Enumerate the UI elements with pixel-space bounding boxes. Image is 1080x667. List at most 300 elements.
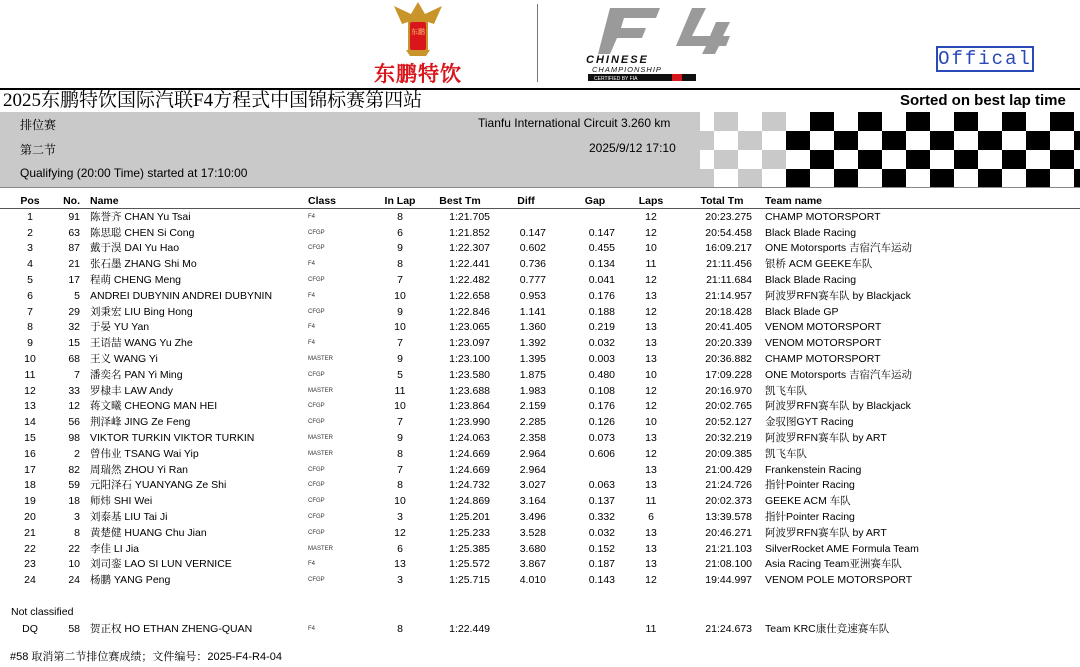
col-pos: Pos bbox=[20, 195, 40, 207]
table-row bbox=[0, 431, 1080, 447]
cell-best-time: 1:25.201 bbox=[449, 510, 490, 523]
cell-class: CFGP bbox=[308, 371, 325, 378]
title-bar bbox=[0, 88, 1080, 112]
cell-no: 63 bbox=[68, 226, 80, 239]
cell-best-time: 1:21.852 bbox=[449, 226, 490, 239]
cell-best-time: 1:22.846 bbox=[449, 305, 490, 318]
cell-name: 刘司銮 LAO SI LUN VERNICE bbox=[90, 558, 232, 571]
cell-laps: 12 bbox=[645, 226, 657, 239]
table-row bbox=[0, 305, 1080, 321]
cell-total-time: 13:39.578 bbox=[705, 510, 752, 523]
cell-diff: 0.777 bbox=[519, 273, 546, 286]
cell-gap: 0.003 bbox=[588, 352, 615, 365]
table-body bbox=[0, 210, 1080, 589]
cell-class: CFGP bbox=[308, 482, 325, 489]
cell-class: F4 bbox=[308, 324, 316, 331]
cell-team-name: VENOM POLE MOTORSPORT bbox=[765, 574, 913, 587]
cell-no: 68 bbox=[68, 352, 80, 365]
cell-pos: 20 bbox=[24, 510, 36, 523]
f4-cert-text: CERTIFIED BY FIA bbox=[594, 76, 638, 82]
cell-in-lap: 9 bbox=[397, 305, 403, 318]
flag-square bbox=[858, 150, 882, 169]
cell-diff: 0.147 bbox=[519, 226, 546, 239]
cell-total-time: 20:02.373 bbox=[705, 495, 752, 508]
cell-no: 22 bbox=[68, 542, 80, 555]
cell-name: 曾伟业 TSANG Wai Yip bbox=[90, 447, 199, 460]
checkered-flag bbox=[690, 112, 1080, 187]
cell-laps: 13 bbox=[645, 558, 657, 571]
cell-diff: 2.285 bbox=[519, 416, 546, 429]
cell-best-time: 1:22.441 bbox=[449, 258, 490, 271]
cell-no: 15 bbox=[68, 337, 80, 350]
cell-team-name: 凯飞车队 bbox=[765, 384, 807, 397]
cell-name: 张石墨 ZHANG Shi Mo bbox=[90, 258, 197, 271]
logo-divider bbox=[537, 4, 538, 82]
flag-square bbox=[714, 150, 738, 169]
cell-in-lap: 10 bbox=[394, 400, 406, 413]
cell-gap: 0.187 bbox=[588, 558, 615, 571]
cell-best-time: 1:24.669 bbox=[449, 447, 490, 460]
cell-best-time: 1:25.385 bbox=[449, 542, 490, 555]
cell-gap: 0.137 bbox=[588, 495, 615, 508]
table-row bbox=[0, 478, 1080, 494]
cell-class: CFGP bbox=[308, 308, 325, 315]
cell-name: 李佳 LI Jia bbox=[90, 542, 140, 555]
cell-name: 蒋文曦 CHEONG MAN HEI bbox=[90, 400, 218, 413]
col-name: Name bbox=[90, 195, 119, 207]
table-row bbox=[0, 384, 1080, 400]
cell-laps: 13 bbox=[645, 479, 657, 492]
cell-no: 12 bbox=[68, 400, 80, 413]
cell-name: 周瑞然 ZHOU Yi Ran bbox=[90, 463, 189, 476]
checkered-flag-icon bbox=[690, 112, 1080, 187]
cell-name: 师炜 SHI Wei bbox=[90, 495, 153, 508]
cell-pos: 14 bbox=[24, 416, 36, 429]
cell-class: CFGP bbox=[308, 529, 325, 536]
cell-laps: 11 bbox=[645, 623, 657, 635]
flag-square bbox=[930, 131, 954, 150]
session-type: 排位赛 bbox=[20, 118, 57, 132]
cell-pos: 15 bbox=[24, 431, 36, 444]
event-title: 2025东鹏特饮国际汽联F4方程式中国锦标赛第四站 bbox=[3, 90, 423, 111]
cell-best-time: 1:23.100 bbox=[449, 352, 490, 365]
cell-no: 5 bbox=[74, 289, 80, 302]
col-gap: Gap bbox=[584, 195, 606, 207]
cell-in-lap: 12 bbox=[394, 526, 406, 539]
cell-laps: 13 bbox=[645, 321, 657, 334]
cell-best-time: 1:23.065 bbox=[449, 321, 490, 334]
cell-gap: 0.143 bbox=[588, 574, 615, 587]
cell-total-time: 16:09.217 bbox=[705, 242, 752, 255]
flag-square bbox=[1002, 150, 1026, 169]
cell-team-name: 阿波罗RFN赛车队 by Blackjack bbox=[765, 289, 911, 302]
cell-pos: 1 bbox=[27, 210, 33, 223]
not-classified-row bbox=[0, 622, 1080, 638]
flag-square bbox=[1050, 112, 1074, 131]
cell-in-lap: 5 bbox=[397, 368, 403, 381]
cell-diff: 1.141 bbox=[519, 305, 546, 318]
cell-in-lap: 7 bbox=[397, 337, 403, 350]
cell-pos: 5 bbox=[27, 273, 33, 286]
cell-team-name: Black Blade Racing bbox=[765, 226, 857, 239]
session-part: 第二节 bbox=[20, 143, 57, 157]
f4-emblem-icon bbox=[580, 0, 750, 84]
cell-total-time: 20:09.385 bbox=[705, 447, 752, 460]
cell-class: CFGP bbox=[308, 229, 325, 236]
sponsor-logo bbox=[362, 0, 474, 84]
col-team-name: Team name bbox=[765, 195, 822, 207]
cell-in-lap: 8 bbox=[397, 447, 403, 460]
cell-diff: 2.159 bbox=[519, 400, 546, 413]
f4-logo bbox=[580, 0, 750, 84]
cell-in-lap: 8 bbox=[397, 210, 403, 223]
cell-total-time: 20:23.275 bbox=[705, 210, 752, 223]
cell-in-lap: 9 bbox=[397, 431, 403, 444]
cell-team-name: Frankenstein Racing bbox=[765, 463, 862, 476]
official-badge: Offical bbox=[936, 46, 1034, 72]
cell-diff: 2.964 bbox=[519, 463, 546, 476]
cell-laps: 13 bbox=[645, 352, 657, 365]
cell-total-time: 17:09.228 bbox=[705, 368, 752, 381]
cell-laps: 12 bbox=[645, 305, 657, 318]
cell-pos: 16 bbox=[24, 447, 36, 460]
cell-class: F4 bbox=[308, 292, 316, 299]
cell-total-time: 20:20.339 bbox=[705, 337, 752, 350]
table-row bbox=[0, 415, 1080, 431]
flag-square bbox=[714, 112, 738, 131]
cell-pos: 9 bbox=[27, 337, 33, 350]
cell-name: 王义 WANG Yi bbox=[90, 352, 158, 365]
table-row bbox=[0, 542, 1080, 558]
cell-diff: 3.680 bbox=[519, 542, 546, 555]
col-total-time: Total Tm bbox=[700, 195, 744, 207]
cell-no: 58 bbox=[68, 623, 80, 635]
cell-diff: 1.392 bbox=[519, 337, 546, 350]
cell-name: 刘秉宏 LIU Bing Hong bbox=[90, 305, 193, 318]
cell-laps: 13 bbox=[645, 463, 657, 476]
cell-name: 程萌 CHENG Meng bbox=[90, 273, 182, 286]
cell-gap: 0.032 bbox=[588, 337, 615, 350]
table-row bbox=[0, 257, 1080, 273]
cell-total-time: 20:52.127 bbox=[705, 416, 752, 429]
cell-in-lap: 13 bbox=[394, 558, 406, 571]
flag-square bbox=[810, 150, 834, 169]
cell-diff: 1.395 bbox=[519, 352, 546, 365]
flag-square bbox=[762, 150, 786, 169]
cell-team-name: ONE Motorsports 吉宿汽车运动 bbox=[765, 368, 913, 381]
col-best-time: Best Tm bbox=[439, 195, 481, 207]
cell-team-name: Asia Racing Team亚洲赛车队 bbox=[765, 558, 902, 571]
cell-laps: 13 bbox=[645, 542, 657, 555]
col-diff: Diff bbox=[517, 195, 535, 207]
cell-laps: 13 bbox=[645, 337, 657, 350]
cell-name: 元阳泽石 YUANYANG Ze Shi bbox=[90, 479, 227, 492]
col-class: Class bbox=[308, 195, 337, 207]
cell-no: 98 bbox=[68, 431, 80, 444]
cell-pos: 18 bbox=[24, 479, 36, 492]
cell-class: MASTER bbox=[308, 387, 334, 394]
cell-in-lap: 11 bbox=[394, 384, 406, 397]
flag-square bbox=[1026, 169, 1050, 187]
flag-square bbox=[762, 112, 786, 131]
flag-edge bbox=[690, 112, 700, 187]
cell-gap: 0.134 bbox=[588, 258, 615, 271]
cell-gap: 0.332 bbox=[588, 510, 615, 523]
cell-no: 33 bbox=[68, 384, 80, 397]
cell-no: 8 bbox=[74, 526, 80, 539]
cell-no: 7 bbox=[74, 368, 80, 381]
cell-diff: 0.736 bbox=[519, 258, 546, 271]
f4-championship-text: CHAMPIONSHIP bbox=[592, 65, 662, 74]
cell-gap: 0.176 bbox=[588, 400, 615, 413]
flag-square bbox=[978, 131, 1002, 150]
cell-pos: 17 bbox=[24, 463, 36, 476]
table-row bbox=[0, 241, 1080, 257]
not-classified-label: Not classified bbox=[11, 606, 74, 618]
cell-total-time: 21:11.684 bbox=[706, 273, 752, 286]
cell-diff: 0.602 bbox=[519, 242, 546, 255]
cell-best-time: 1:21.705 bbox=[449, 210, 490, 223]
cell-best-time: 1:22.307 bbox=[449, 242, 490, 255]
cell-best-time: 1:25.233 bbox=[449, 526, 490, 539]
cell-laps: 6 bbox=[648, 510, 654, 523]
table-row bbox=[0, 510, 1080, 526]
cell-total-time: 21:24.726 bbox=[705, 479, 752, 492]
col-in-lap: In Lap bbox=[384, 195, 416, 207]
cell-diff: 2.964 bbox=[519, 447, 546, 460]
sort-label: Sorted on best lap time bbox=[900, 92, 1066, 109]
can-text: 东鹏 bbox=[411, 28, 425, 36]
cell-no: 29 bbox=[68, 305, 80, 318]
cell-name: 罗棣丰 LAW Andy bbox=[90, 384, 174, 397]
cell-total-time: 21:21.103 bbox=[705, 542, 752, 555]
table-row bbox=[0, 336, 1080, 352]
cell-class: CFGP bbox=[308, 513, 325, 520]
cell-in-lap: 6 bbox=[397, 226, 403, 239]
cell-class: CFGP bbox=[308, 276, 325, 283]
cell-no: 32 bbox=[68, 321, 80, 334]
cell-team-name: Black Blade GP bbox=[765, 305, 839, 318]
session-header bbox=[0, 112, 1080, 188]
cell-laps: 10 bbox=[645, 368, 657, 381]
cell-best-time: 1:23.688 bbox=[449, 384, 490, 397]
cell-gap: 0.063 bbox=[588, 479, 615, 492]
cell-team-name: CHAMP MOTORSPORT bbox=[765, 210, 881, 223]
cell-total-time: 21:14.957 bbox=[705, 289, 752, 302]
cell-class: F4 bbox=[308, 340, 316, 347]
cell-in-lap: 10 bbox=[394, 289, 406, 302]
cell-laps: 10 bbox=[645, 416, 657, 429]
cell-best-time: 1:22.482 bbox=[449, 273, 490, 286]
header-rule bbox=[0, 208, 1080, 209]
cell-name: 陈思聪 CHEN Si Cong bbox=[90, 226, 195, 239]
cell-no: 59 bbox=[68, 479, 80, 492]
cell-name: 戴于淏 DAI Yu Hao bbox=[90, 242, 180, 255]
cell-team-name: 阿波罗RFN赛车队 by ART bbox=[765, 431, 887, 444]
cell-diff: 0.953 bbox=[519, 289, 546, 302]
cell-pos: 23 bbox=[24, 558, 36, 571]
flag-square bbox=[858, 112, 882, 131]
cell-best-time: 1:25.715 bbox=[449, 574, 490, 587]
cell-name: 潘奕名 PAN Yi Ming bbox=[90, 368, 183, 381]
cell-team-name: GEEKE ACM 车队 bbox=[765, 495, 851, 508]
cell-total-time: 19:44.997 bbox=[705, 574, 752, 587]
table-row bbox=[0, 320, 1080, 336]
table-row bbox=[0, 399, 1080, 415]
table-row bbox=[0, 447, 1080, 463]
cell-best-time: 1:22.658 bbox=[449, 289, 490, 302]
cell-pos: 6 bbox=[27, 289, 33, 302]
cell-diff: 3.867 bbox=[519, 558, 546, 571]
cell-in-lap: 10 bbox=[394, 495, 406, 508]
cell-laps: 12 bbox=[645, 400, 657, 413]
table-row bbox=[0, 557, 1080, 573]
cell-total-time: 20:46.271 bbox=[705, 526, 752, 539]
table-row bbox=[0, 210, 1080, 226]
cell-best-time: 1:23.864 bbox=[449, 400, 490, 413]
cell-diff: 3.496 bbox=[519, 510, 546, 523]
cell-name: 黄楚健 HUANG Chu Jian bbox=[90, 526, 207, 539]
cell-class: F4 bbox=[308, 561, 316, 568]
flag-square bbox=[1026, 131, 1050, 150]
table-row bbox=[0, 273, 1080, 289]
cell-laps: 13 bbox=[645, 289, 657, 302]
cell-laps: 12 bbox=[645, 384, 657, 397]
cell-no: 87 bbox=[68, 242, 80, 255]
cell-team-name: ONE Motorsports 吉宿汽车运动 bbox=[765, 242, 913, 255]
cell-team-name: Team KRC康仕竞速赛车队 bbox=[765, 623, 890, 635]
cell-no: 91 bbox=[68, 210, 80, 223]
cell-gap: 0.073 bbox=[588, 431, 615, 444]
flag-square bbox=[1050, 150, 1074, 169]
cell-diff: 3.528 bbox=[519, 526, 546, 539]
cell-name: 贺正权 HO ETHAN ZHENG-QUAN bbox=[90, 623, 253, 635]
cell-team-name: 凯飞车队 bbox=[765, 447, 807, 460]
table-row bbox=[0, 622, 1080, 638]
cell-team-name: 阿波罗RFN赛车队 by Blackjack bbox=[765, 400, 911, 413]
cell-best-time: 1:25.572 bbox=[449, 558, 490, 571]
cell-gap: 0.606 bbox=[588, 447, 615, 460]
cell-gap: 0.176 bbox=[588, 289, 615, 302]
flag-square bbox=[738, 169, 762, 187]
flag-square bbox=[954, 112, 978, 131]
cell-total-time: 20:32.219 bbox=[705, 431, 752, 444]
cell-class: CFGP bbox=[308, 419, 325, 426]
cell-best-time: 1:23.990 bbox=[449, 416, 490, 429]
cell-no: 10 bbox=[68, 558, 80, 571]
flag-square bbox=[906, 112, 930, 131]
cell-best-time: 1:22.449 bbox=[449, 623, 490, 635]
cell-no: 56 bbox=[68, 416, 80, 429]
cell-pos: 8 bbox=[27, 321, 33, 334]
flag-square bbox=[1074, 169, 1080, 187]
cell-laps: 12 bbox=[645, 273, 657, 286]
flag-square bbox=[738, 131, 762, 150]
flag-square bbox=[786, 131, 810, 150]
cell-no: 24 bbox=[68, 574, 80, 587]
table-row bbox=[0, 526, 1080, 542]
cell-team-name: 阿波罗RFN赛车队 by ART bbox=[765, 526, 887, 539]
cell-gap: 0.152 bbox=[588, 542, 615, 555]
cell-gap: 0.188 bbox=[588, 305, 615, 318]
cell-gap: 0.032 bbox=[588, 526, 615, 539]
eagle-emblem-icon bbox=[390, 0, 446, 58]
cell-no: 3 bbox=[74, 510, 80, 523]
cell-total-time: 20:02.765 bbox=[705, 400, 752, 413]
cell-name: VIKTOR TURKIN VIKTOR TURKIN bbox=[90, 431, 255, 444]
cell-class: MASTER bbox=[308, 545, 334, 552]
cell-total-time: 20:36.882 bbox=[705, 352, 752, 365]
cell-name: 刘泰基 LIU Tai Ji bbox=[90, 510, 168, 523]
cell-in-lap: 6 bbox=[397, 542, 403, 555]
table-row bbox=[0, 463, 1080, 479]
sponsor-name: 东鹏特饮 bbox=[374, 62, 462, 86]
table-row bbox=[0, 352, 1080, 368]
f4-chinese-text: CHINESE bbox=[586, 54, 649, 66]
cell-name: 于晏 YU Yan bbox=[90, 321, 150, 334]
table-row bbox=[0, 289, 1080, 305]
cell-team-name: 金驭图GYT Racing bbox=[765, 416, 854, 429]
cell-laps: 11 bbox=[645, 495, 657, 508]
cell-pos: 11 bbox=[24, 368, 36, 381]
cell-laps: 11 bbox=[645, 258, 657, 271]
cell-pos: 24 bbox=[24, 574, 36, 587]
cell-diff: 1.360 bbox=[519, 321, 546, 334]
cell-in-lap: 9 bbox=[397, 242, 403, 255]
cell-class: F4 bbox=[308, 626, 316, 632]
cell-laps: 13 bbox=[645, 526, 657, 539]
cell-diff: 3.164 bbox=[519, 495, 546, 508]
cell-gap: 0.041 bbox=[588, 273, 615, 286]
cell-pos: 13 bbox=[24, 400, 36, 413]
cell-class: MASTER bbox=[308, 355, 334, 362]
cell-best-time: 1:24.669 bbox=[449, 463, 490, 476]
cell-class: CFGP bbox=[308, 403, 325, 410]
cell-laps: 13 bbox=[645, 431, 657, 444]
cell-team-name: 指针Pointer Racing bbox=[765, 510, 855, 523]
cell-pos: 4 bbox=[27, 258, 33, 271]
cell-pos: 19 bbox=[24, 495, 36, 508]
cell-pos: 7 bbox=[27, 305, 33, 318]
cell-no: 82 bbox=[68, 463, 80, 476]
cell-gap: 0.455 bbox=[588, 242, 615, 255]
cell-team-name: Black Blade Racing bbox=[765, 273, 857, 286]
cell-in-lap: 8 bbox=[397, 623, 403, 635]
cell-gap: 0.480 bbox=[588, 368, 615, 381]
flag-square bbox=[834, 169, 858, 187]
cell-in-lap: 10 bbox=[394, 321, 406, 334]
cell-class: MASTER bbox=[308, 434, 334, 441]
cell-in-lap: 7 bbox=[397, 416, 403, 429]
cell-best-time: 1:24.869 bbox=[449, 495, 490, 508]
flag-square bbox=[882, 131, 906, 150]
cell-name: ANDREI DUBYNIN ANDREI DUBYNIN bbox=[90, 289, 273, 302]
cell-pos: 2 bbox=[27, 226, 33, 239]
cell-total-time: 21:00.429 bbox=[705, 463, 752, 476]
cell-team-name: 银桥 ACM GEEKE车队 bbox=[765, 258, 873, 271]
cell-pos: 21 bbox=[24, 526, 36, 539]
cell-diff: 1.875 bbox=[519, 368, 546, 381]
flag-square bbox=[834, 131, 858, 150]
cell-total-time: 20:16.970 bbox=[705, 384, 752, 397]
flag-square bbox=[978, 169, 1002, 187]
cell-pos: DQ bbox=[22, 623, 38, 635]
flag-square bbox=[954, 150, 978, 169]
cell-pos: 12 bbox=[24, 384, 36, 397]
cell-team-name: VENOM MOTORSPORT bbox=[765, 337, 882, 350]
col-no: No. bbox=[63, 195, 80, 207]
cell-pos: 3 bbox=[27, 242, 33, 255]
